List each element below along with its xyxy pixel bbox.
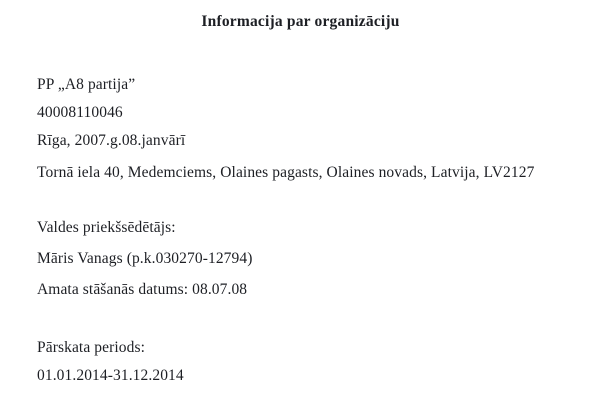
report-period-value: 01.01.2014-31.12.2014 bbox=[37, 367, 184, 384]
board-chair-name: Māris Vanags (p.k.030270-12794) bbox=[37, 250, 253, 267]
organization-name: PP „A8 partija” bbox=[37, 76, 136, 93]
position-start-date: Amata stāšanās datums: 08.07.08 bbox=[37, 281, 248, 298]
document-title: Informacija par organizāciju bbox=[201, 13, 400, 30]
registration-number: 40008110046 bbox=[37, 104, 123, 121]
report-period-label: Pārskata periods: bbox=[37, 339, 146, 356]
organization-address: Tornā iela 40, Medemciems, Olaines pagasts, Olaines novads, Latvija, LV2127 bbox=[37, 164, 535, 181]
place-and-date: Rīga, 2007.g.08.janvārī bbox=[37, 132, 186, 149]
board-chair-label: Valdes priekšsēdētājs: bbox=[37, 219, 176, 236]
